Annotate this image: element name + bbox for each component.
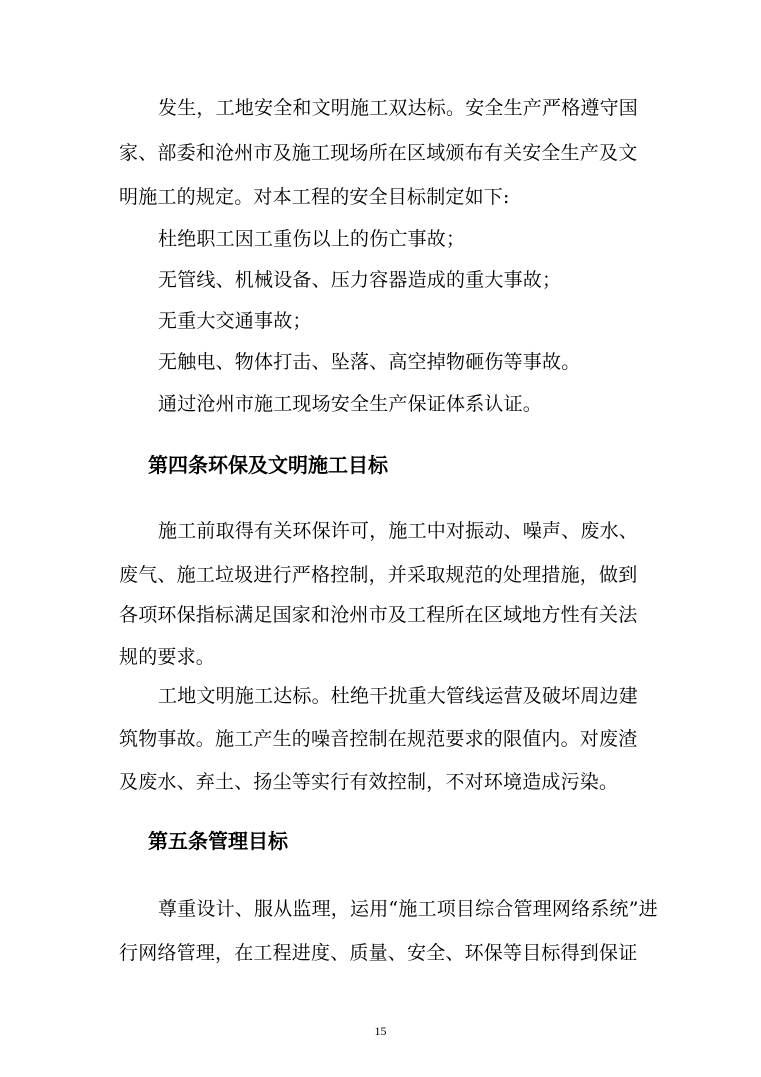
paragraph-line: 规的要求。 bbox=[119, 646, 216, 668]
safety-target-item: 无重大交通事故； bbox=[158, 310, 312, 332]
paragraph-line: 尊重设计、服从监理，运用“施工项目综合管理网络系统”进 bbox=[158, 898, 658, 920]
section-heading: 第四条环保及文明施工目标 bbox=[148, 453, 388, 477]
safety-target-item: 杜绝职工因工重伤以上的伤亡事故； bbox=[158, 228, 466, 250]
paragraph-line: 工地文明施工达标。杜绝干扰重大管线运营及破坏周边建 bbox=[158, 685, 639, 707]
paragraph-line: 筑物事故。施工产生的噪音控制在规范要求的限值内。对废渣 bbox=[119, 728, 638, 750]
paragraph-line: 家、部委和沧州市及施工现场所在区域颁布有关安全生产及文 bbox=[119, 142, 638, 164]
page-number: 15 bbox=[374, 1024, 387, 1038]
paragraph-line: 明施工的规定。对本工程的安全目标制定如下: bbox=[119, 186, 510, 208]
paragraph-line: 发生，工地安全和文明施工双达标。安全生产严格遵守国 bbox=[158, 97, 639, 119]
safety-target-item: 通过沧州市施工现场安全生产保证体系认证。 bbox=[158, 393, 543, 415]
paragraph-line: 废气、施工垃圾进行严格控制，并采取规范的处理措施，做到 bbox=[119, 564, 638, 586]
safety-target-item: 无触电、物体打击、坠落、高空掉物砸伤等事故。 bbox=[158, 351, 581, 373]
section-heading: 第五条管理目标 bbox=[148, 829, 288, 853]
safety-target-item: 无管线、机械设备、压力容器造成的重大事故； bbox=[158, 269, 562, 291]
paragraph-line: 施工前取得有关环保许可，施工中对振动、噪声、废水、 bbox=[158, 520, 639, 542]
paragraph-line: 各项环保指标满足国家和沧州市及工程所在区域地方性有关法 bbox=[119, 604, 638, 626]
paragraph-line: 行网络管理，在工程进度、质量、安全、环保等目标得到保证 bbox=[119, 942, 638, 964]
paragraph-line: 及废水、弃土、扬尘等实行有效控制，不对环境造成污染。 bbox=[119, 771, 619, 793]
